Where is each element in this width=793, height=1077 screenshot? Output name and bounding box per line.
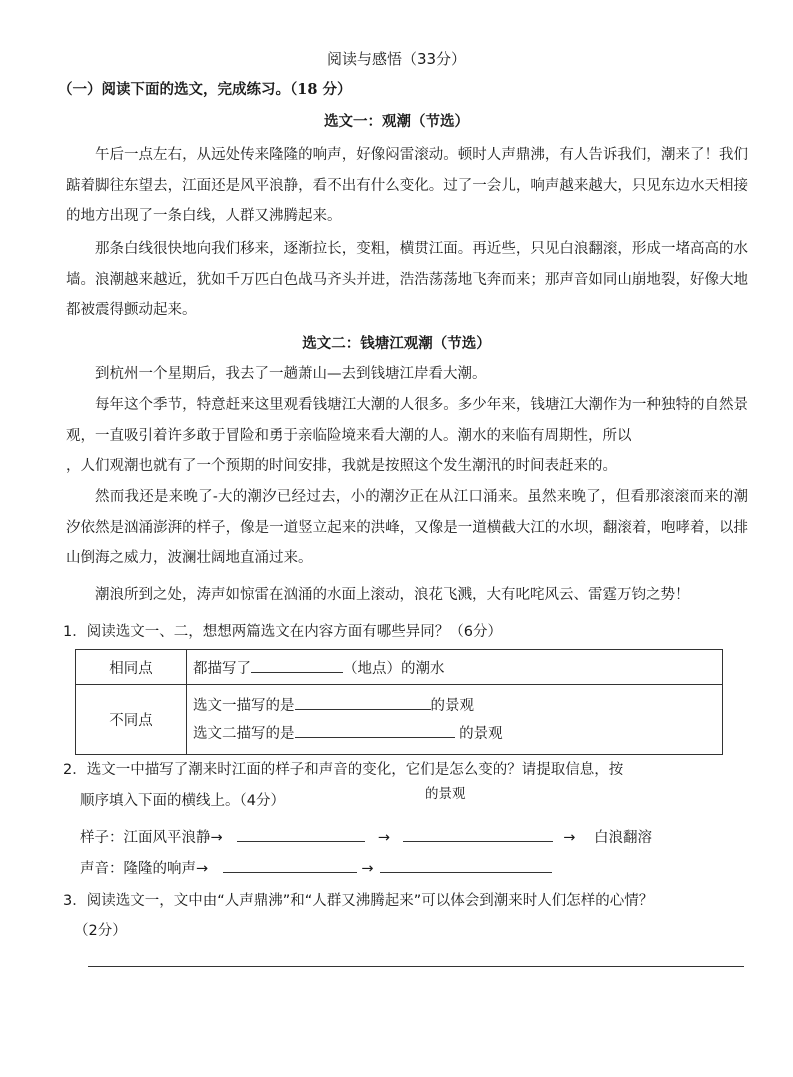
same-cell: [187, 650, 723, 685]
diff-line1-b: 的景观: [430, 697, 474, 714]
excerpt2-paragraph-1: 到杭州一个星期后，我去了一趟萧山—去到钱塘江岸看大潮。: [95, 366, 487, 382]
question-2-line-1: 2．选文一中描写了潮来时江面的样子和声音的变化，它们是怎么变的？请提取信息，按: [63, 762, 624, 778]
excerpt1-paragraph-1: 午后一点左右，从远处传来隆隆的响声，好像闷雷滚动。顿时人声鼎沸，有人告诉我们，潮来了！我们踮着脚往东望去，江面还是风平浪静，看不出有什么变化。过了一会儿，响声越来越大，只见东边水天相接的地方出现了一条白线，人群又沸腾起来。: [66, 147, 748, 224]
same-text-a: 都描写了: [193, 660, 251, 677]
excerpt2-paragraph-3: 然而我还是来晚了-大的潮汐已经过去，小的潮汐正在从江口涌来。虽然来晚了，但看那滚滚而来的潮汐依然是汹涌澎湃的样子，像是一道竖立起来的洪峰，又像是一道横截大江的水坝，翻滚着，咆哮着，以排山倒海之威力，波澜壮阔地直涌过来。: [66, 489, 748, 566]
same-text-b: （地点）的潮水: [343, 660, 445, 677]
excerpt2-paragraph-2-cont: ，人们观潮也就有了一个预期的时间安排，我就是按照这个发生潮汛的时间表赶来的。: [66, 458, 617, 474]
diff-cell: [187, 685, 723, 755]
comparison-table: [75, 649, 723, 755]
same-label: 相同点: [76, 650, 187, 685]
answer-blank-excerpt1[interactable]: [295, 695, 431, 710]
question-3-line-2: （2分）: [74, 923, 127, 939]
answer-blank-sound-2[interactable]: [380, 858, 552, 873]
page-title: 阅读与感悟（33分）: [326, 50, 467, 68]
diff-label: 不同点: [76, 685, 187, 755]
excerpt2-title: 选文二：钱塘江观潮（节选）: [302, 335, 491, 352]
arrow: →: [563, 830, 576, 846]
diff-line2-b: 的景观: [454, 725, 503, 742]
excerpt1-paragraph-2: 那条白线很快地向我们移来，逐渐拉长，变粗，横贯江面。再近些，只见白浪翻滚，形成一堵高高的水墙。浪潮越来越近，犹如千万匹白色战马齐头并进，浩浩荡荡地飞奔而来；那声音如同山崩地裂，好像大地都被震得颤动起来。: [66, 241, 748, 318]
section-heading: （一）阅读下面的选文，完成练习。（18 分）: [58, 81, 352, 98]
stray-text: 的景观: [425, 786, 466, 802]
question-3-line-1: 3．阅读选文一，文中由“人声鼎沸”和“人群又沸腾起来”可以体会到潮来时人们怎样的心情？: [63, 893, 654, 909]
excerpt1-title: 选文一：观潮（节选）: [324, 113, 469, 130]
answer-line[interactable]: [88, 966, 744, 967]
answer-blank-shape-1[interactable]: [237, 827, 365, 842]
shape-row: [80, 826, 652, 847]
arrow: →: [377, 830, 391, 846]
question-1: 1．阅读选文一、二，想想两篇选文在内容方面有哪些异同？（6分）: [63, 624, 502, 640]
answer-blank-shape-2[interactable]: [403, 827, 553, 842]
answer-blank-place[interactable]: [251, 658, 343, 673]
arrow: →: [361, 861, 374, 877]
diff-line1-a: 选文一描写的是: [193, 697, 295, 714]
answer-blank-sound-1[interactable]: [223, 858, 357, 873]
excerpt2-paragraph-4: 潮浪所到之处，涛声如惊雷在汹涌的水面上滚动，浪花飞溅，大有叱咤风云、雷霆万钧之势！: [95, 587, 690, 603]
answer-blank-excerpt2[interactable]: [295, 723, 455, 738]
excerpt2-paragraph-2: 每年这个季节，特意赶来这里观看钱塘江大潮的人很多。多少年来，钱塘江大潮作为一种独特的自然景观，一直吸引着许多敢于冒险和勇于亲临险境来看大潮的人。潮水的来临有周期性，所以: [66, 397, 748, 444]
sound-label: 声音：隆隆的响声→: [80, 861, 209, 877]
question-2-line-2: 顺序填入下面的横线上。（4分）: [80, 793, 285, 809]
diff-line2-a: 选文二描写的是: [193, 725, 295, 742]
sound-row: [80, 857, 552, 878]
shape-end: 白浪翻溶: [594, 830, 653, 846]
shape-label: 样子：江面风平浪静→: [80, 830, 223, 846]
